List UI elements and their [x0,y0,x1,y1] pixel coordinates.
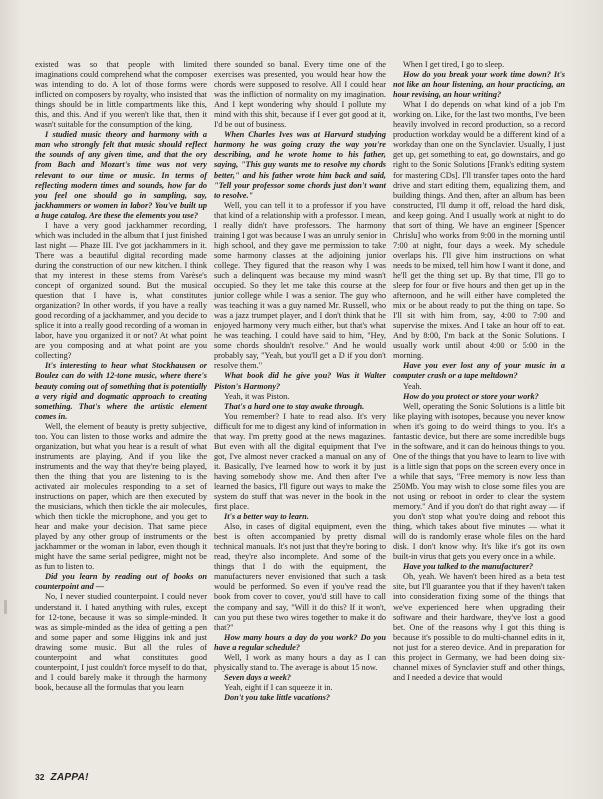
interview-answer: When I get tired, I go to sleep. [403,60,505,69]
interview-question: That's a hard one to stay awake through. [224,401,365,411]
interview-question: Have you ever lost any of your music in a computer crash or a tape meltdown? [393,361,565,381]
interview-question: How do you break your work time down? It's not like an hour listening, an hour practicing, an hour revising, an hour writing? [393,70,565,100]
interview-answer: Yeah, eight if I can squeeze it in. [224,682,333,692]
binding-mark [4,600,7,614]
interview-question: Have you talked to the manufacturer? [403,562,534,572]
interview-question: It's interesting to hear what Stockhausen or Boulez can do with 12-tone music, where there's beauty coming out of something that is potentially a very rigid and dogmatic approach to creating something. That's where the artistic element comes in. [35,361,207,421]
interview-answer: I have a very good jackhammer recording, which was included in the album that I just finished last night — Phaze III. I've got jackhammers in it. There was a beautiful digital recording made during the construction of our new kitchen. I think that my interest in these stems from Varèse's concept of organized sound. But the musical question that I have is, what constitutes organization? In other words, if you have a really good recording of a jackhammer, and you decide to splice it into a really good recording of a woman in labor, have you organized it or not? At what point are you composing and at what point are you collecting? [35,220,207,361]
text-column-left [35,60,207,693]
interview-question: It's a better way to learn. [224,512,309,522]
interview-question: Did you learn by reading out of books on counterpoint and — [35,572,207,592]
interview-answer: Well, I work as many hours a day as I can physically stand to. The average is about 15 now. [214,652,386,672]
interview-question: Seven days a week? [224,672,292,682]
magazine-name: ZAPPA! [50,772,89,783]
interview-answer: Yeah. [403,381,422,391]
interview-question: What book did he give you? Was it Walter Piston's Harmony? [214,371,386,391]
text-column-right [393,60,565,683]
interview-answer: Well, operating the Sonic Solutions is a little bit like playing with isotopes, because you never know when it's going to do weird things to you. It's a fantastic device, but there are some incredible bugs in the software, and it can do heinous things to you. One of the things that you have to learn to live with is a little sign that pops on the screen every once in a while that says, "Free memory is now less than 250Mb. You may wish to close some files you are not using or reboot in order to clear the system memory." And if you don't do that right away — if you don't stop what you're doing and reboot this thing, which takes about five minutes — what it will do is randomly erase whole files on the hard disk. I don't know why. It's like it's got its own built-in virus that gets you every once in a while. [393,401,565,562]
interview-answer: No, I never studied counterpoint. I could never understand it. I hated anything with rules, except for 12-tone, because it was so simple-minded. It was as simple-minded as the idea of getting a pen and some paper and some Higgins ink and just drawing some music. But all the rules of counterpoint and what constitutes good counterpoint, I just couldn't force myself to do that, and I could barely make it through the harmony book, because all the formulas that you learn [35,592,207,692]
interview-answer: Well, the element of beauty is pretty subjective, too. You can listen to those works and admire the organization, but what you hear is a result of what instruments are playing. And if you like the instruments and the way that they're being played, then the thing that you are listening to is the activated air molecules responding to a set of instructions on paper, which are then executed by the musicians, which then tickle the air molecules, which then tickle the microphone, and you get to hear and make your decision. That same piece played by any other group of instruments or the jackhammer or the woman in labor, even though it might have the same serial pedigree, might not be as fun to listen to. [35,421,207,572]
interview-question: How do you protect or store your work? [403,391,539,401]
page-footer [35,772,89,786]
page-number: 32 [35,772,45,782]
interview-question: When Charles Ives was at Harvard studying harmony he was going crazy the way you're describing, and he wrote home to his father, saying, "This guy wants me to resolve my chords better," and his father wrote him back and said, "Tell your professor some chords just don't want to resolve." [214,130,386,200]
interview-question: Don't you take little vacations? [224,692,331,702]
interview-answer: there sounded so banal. Every time one of the exercises was presented, you would hear how the chords were supposed to resolve. All I could hear was the infliction of normality on my imagination. And I kept wondering why should I pollute my mind with this shit, because if I ever got good at it, I'd be out of business. [214,60,386,130]
interview-answer: Well, you can tell it to a professor if you have that kind of a relationship with a professor. I mean, I really didn't have professors. The harmony training I got was because I was an unruly senior in high school, and they gave me permission to take some harmony classes at the adjoining junior college. They figured that the reason why I was such a delinquent was because my mind wasn't occupied. So they let me take this course at the junior college while I was a senior. The guy who was teaching it was a guy named Mr. Russell, who was a jazz trumpet player, and I don't think that he enjoyed harmony very much either, but that's what he was teaching. I could have said to him, "Hey, some chords shouldn't resolve." And he would probably say, "Yeah, but you'll get a D if you don't resolve them." [214,200,386,371]
interview-answer: You remember? I hate to read also. It's very difficult for me to digest any kind of information in that way. I'm pretty good at the news magazines. But even with all the digital equipment that I've got, I've almost never cracked a manual on any of it. Basically, I've learned how to work it by just having somebody show me. And then after I've learned the basics, I'll figure out ways to make the system do stuff that was never in the book in the first place. [214,411,386,512]
interview-answer: What I do depends on what kind of a job I'm working on. Like, for the last two months, I've been heavily involved in record production, so a record production workday would be a different kind of a workday than one on the Synclavier. Usually, I just get up, get something to eat, go downstairs, and go right to the Sonic Solutions [Frank's editing system for mastering CDs]. I'll transfer tapes onto the hard drive and start editing them, equalizing them, and building things. And then, after an album has been constructed, I'll dump it off, reload the hard disk, and keep going. And I usually work at night to do that sort of thing. We have an engineer [Spencer Chrislu] who works from 9:00 in the morning until 7:00 at night, four days a week. My schedule overlaps his. I'll give him instructions on what needs to be mixed, tell him how I want it done, and he'll get the thing set up. By that time, I'll go to sleep for four or five hours and then get up in the afternoon, and he will either have completed the mix or be about ready to put the thing on tape. So I'll sit with him from, say, 4:00 to 7:00 and supervise the mixes. And I take an hour off to eat. And by 8:00, I'm back at the Sonic Solutions. I usually work until about 4:00 or 5:00 in the morning. [393,100,566,361]
interview-answer: Yeah, it was Piston. [224,391,290,401]
text-column-middle [214,60,386,703]
interview-answer: Also, in cases of digital equipment, even the best is often accompanied by pretty dismal technical manuals. It's not just that they're boring to read, they're also incomplete. And some of the things that I do with the equipment, the manufacturers never envisioned that such a task would be performed. So even if you've read the book from cover to cover, you'd still have to call the company and say, "Will it do this? If it won't, can you put these two wires together to make it do that?" [214,522,386,632]
interview-question: I studied music theory and harmony with a man who strongly felt that music should reflect the sounds of any given time, and that the ory from Bach and Mozart's time was not very relevant to our time or music. In terms of reflecting modern times and sounds, how far do you feel one should go in sampling, say, jackhammers or women in labor? You've built up a huge catalog. Are these the elements you use? [35,130,207,220]
interview-answer: existed was so that people with limited imaginations could comprehend what the composer was intending to do. A lot of those forms were inflicted on composers by royalty, who insisted that things should be in little compartments like this, this, and this. And if you weren't like that, then it wasn't suitable for the consumption of the king. [35,60,207,130]
interview-question: How many hours a day do you work? Do you have a regular schedule? [214,632,386,652]
interview-answer: Oh, yeah. We haven't been hired as a beta test site, but I'll guarantee you that if they haven't taken into consideration fixing some of the things that we've experienced here when upgrading their software and their hardware, they've lost a good bet. One of the reasons why I got this thing is because it's possible to do multi-channel edits in it, not just for a stereo device. And in preparation for this project in Germany, we had been doing six-channel mixes of Synclavier stuff and other things, and I needed a device that would [393,572,565,682]
